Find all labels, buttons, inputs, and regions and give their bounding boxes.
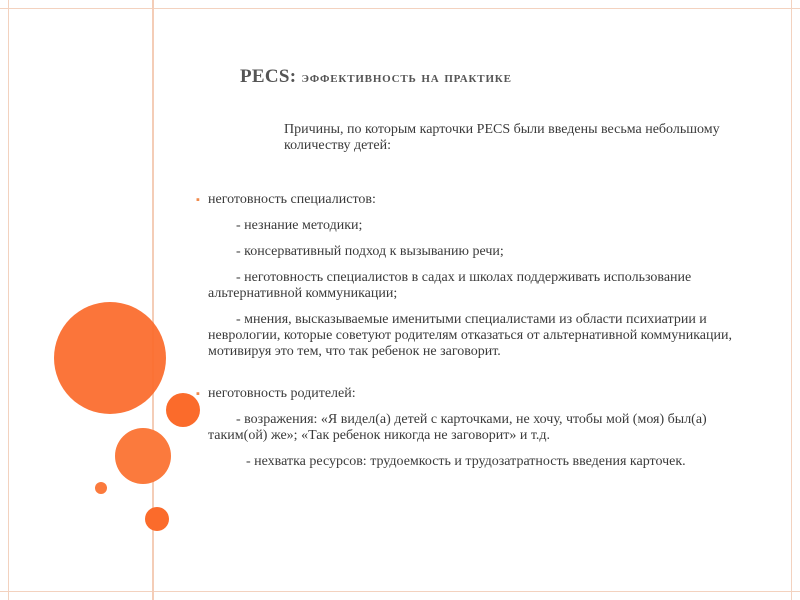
- bullet-specialists: [196, 192, 740, 208]
- decorative-circle-tiny: [95, 482, 107, 494]
- slide-content: [196, 122, 740, 480]
- title-rest: эффективность на практике: [301, 69, 512, 86]
- list-item: - незнание методики;: [236, 218, 363, 233]
- bullet-heading: неготовность родителей:: [208, 386, 356, 401]
- frame-top-line: [0, 8, 800, 9]
- decorative-circle-small: [166, 393, 200, 427]
- frame-bottom-line: [0, 591, 800, 592]
- list-item: - возражения: «Я видел(а) детей с карточками, не хочу, чтобы мой (моя) был(а) таким(ой) же»; «Так ребенок никогда не заговорит» и т.д.: [208, 412, 707, 443]
- frame-right-line: [791, 0, 792, 600]
- bullet-parents: [196, 386, 740, 402]
- intro-text: Причины, по которым карточки PECS были введены весьма небольшому количеству детей:: [284, 122, 720, 153]
- bullet-dot-icon: ▪: [196, 388, 200, 400]
- bullet-dot-icon: ▪: [196, 194, 200, 206]
- decorative-circle-medium: [115, 428, 171, 484]
- list-item: - консервативный подход к вызыванию речи;: [236, 244, 504, 259]
- list-item: - неготовность специалистов в садах и школах поддерживать использование альтернативной коммуникации;: [208, 270, 692, 301]
- title-main: PECS:: [240, 66, 297, 87]
- decorative-circle-small-bottom: [145, 507, 169, 531]
- bullet-heading: неготовность специалистов:: [208, 192, 376, 207]
- list-item: - мнения, высказываемые именитыми специалистами из области психиатрии и неврологии, которые советуют родителям отказаться от альтернативной коммуникации, мотивируя это тем, что так ребенок не заговорит.: [208, 312, 732, 359]
- decorative-circle-large: [54, 302, 166, 414]
- frame-left-line: [8, 0, 9, 600]
- list-item: - нехватка ресурсов: трудоемкость и трудозатратность введения карточек.: [246, 454, 686, 469]
- slide-title: [240, 66, 760, 88]
